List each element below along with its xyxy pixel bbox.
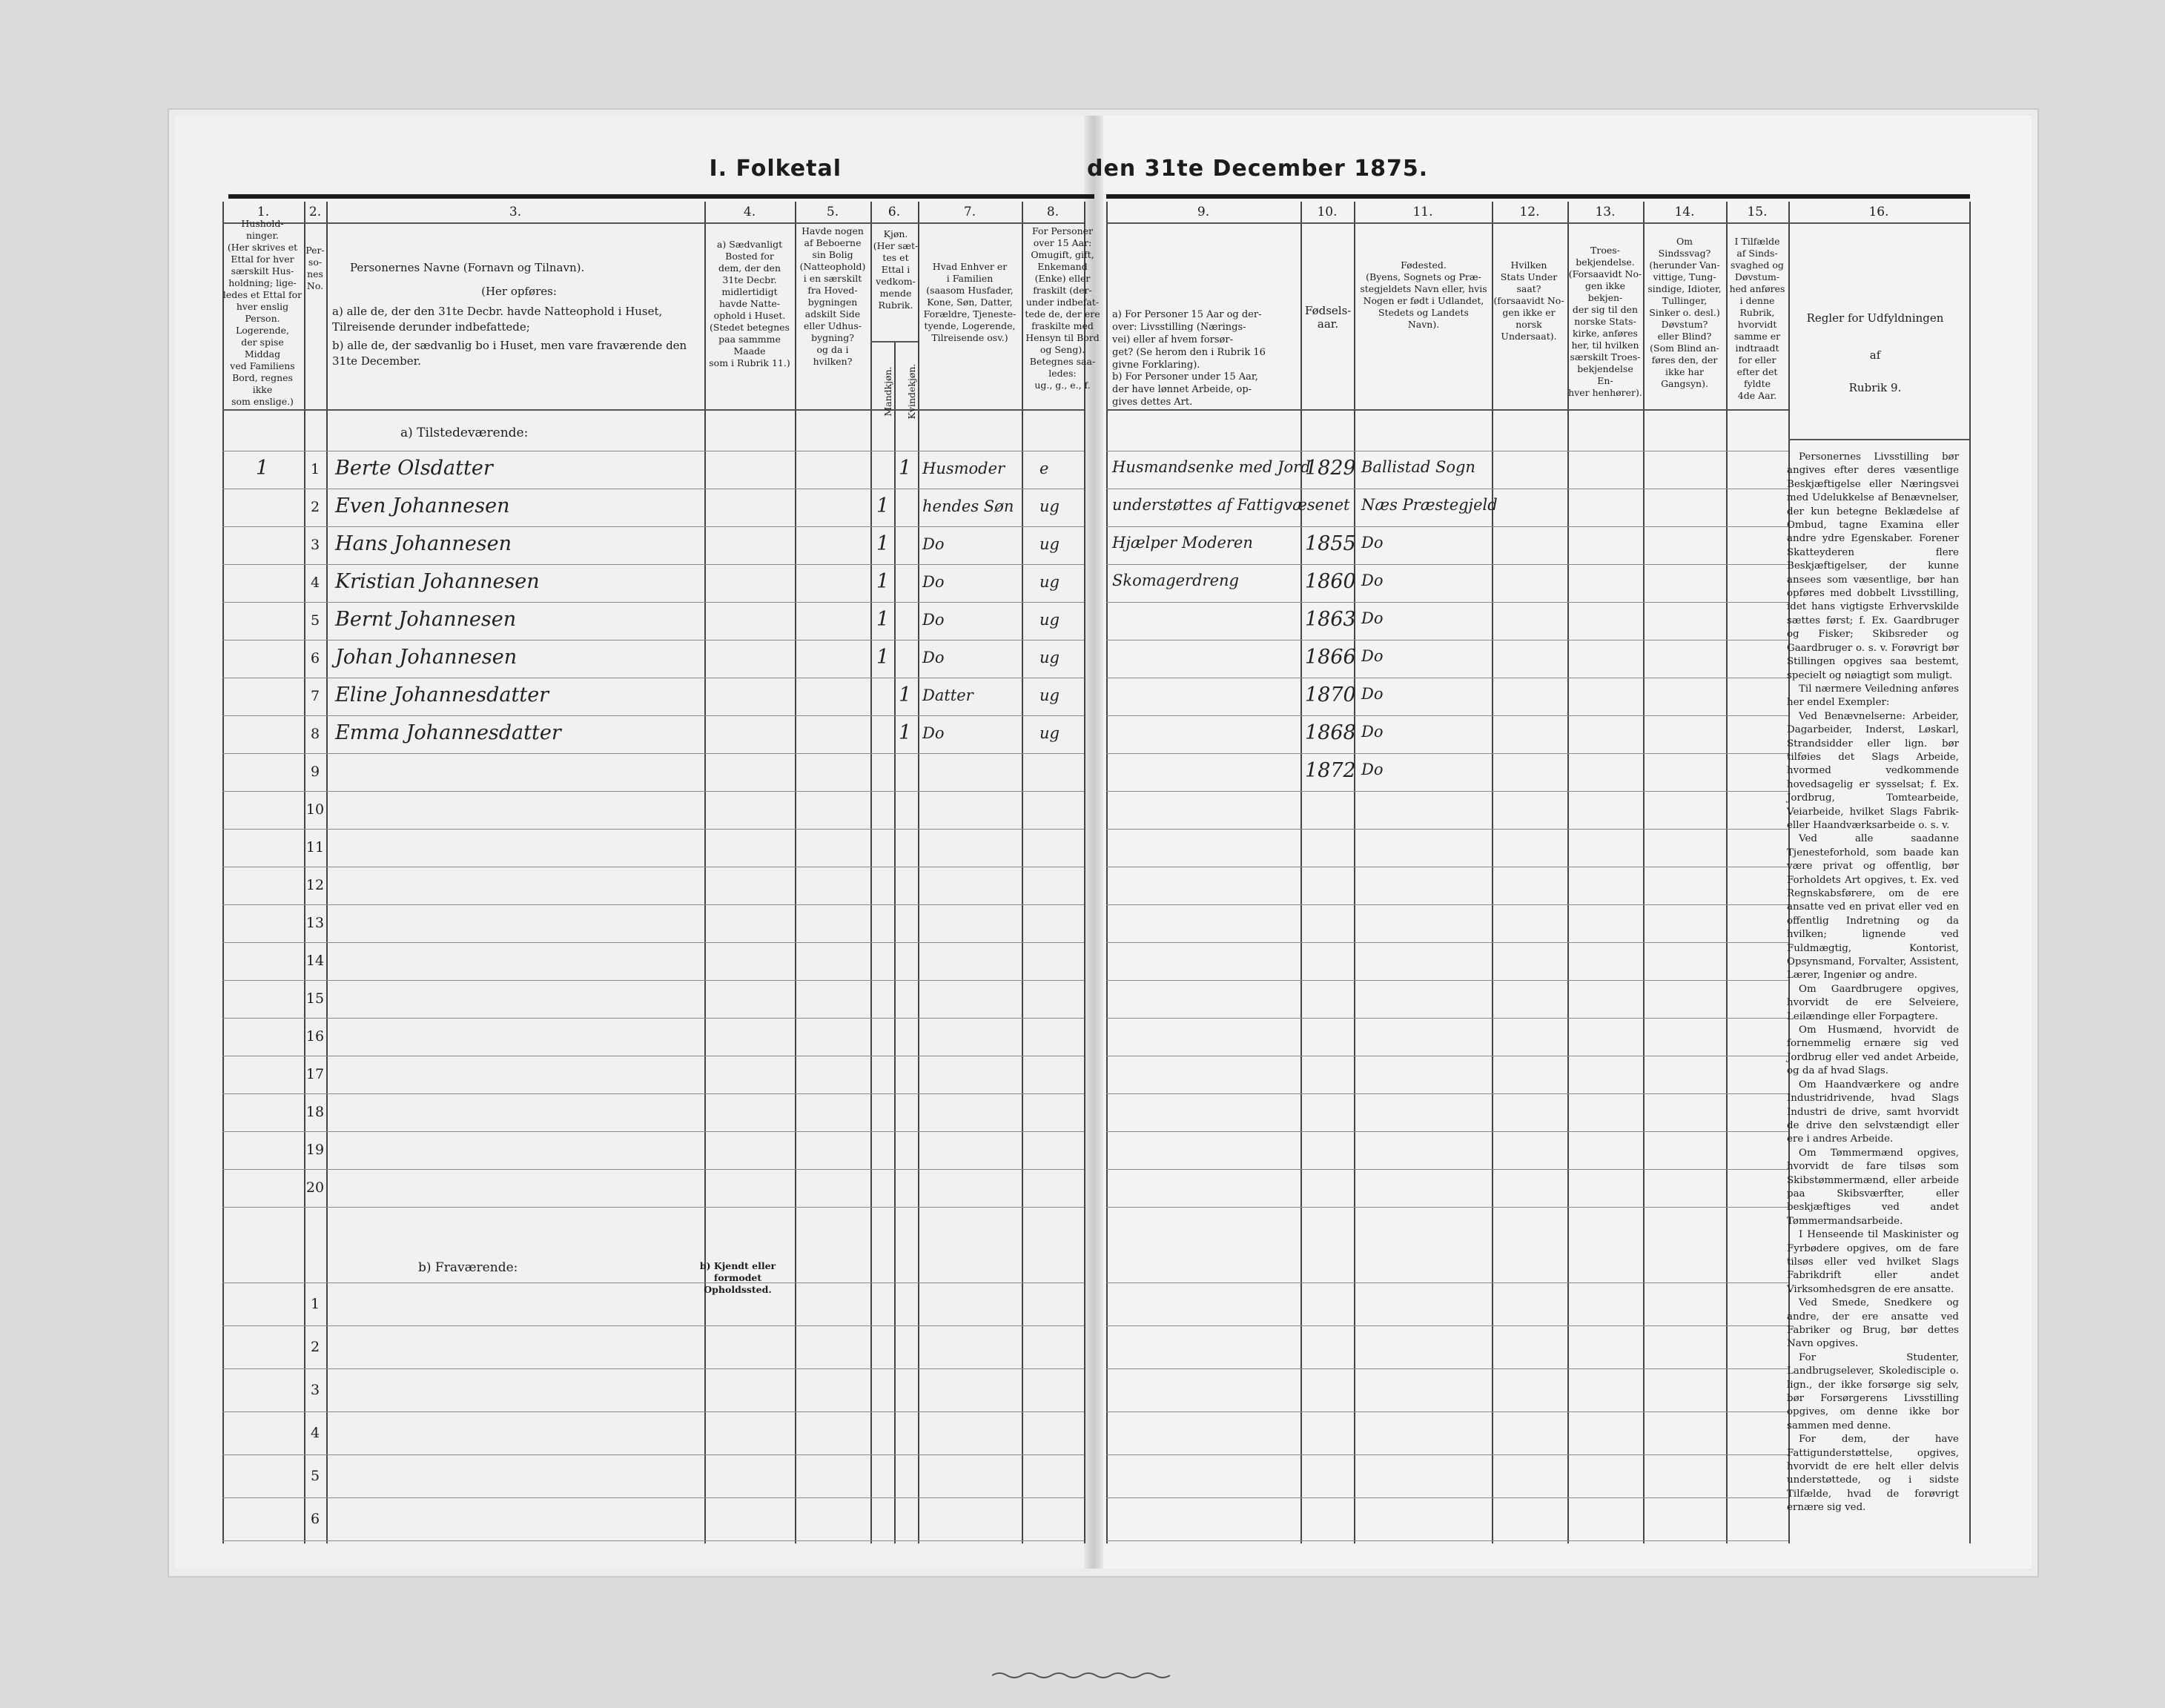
column-number: 4. xyxy=(743,205,756,219)
birth-year: 1829 xyxy=(1305,457,1356,480)
row-number: 5 xyxy=(310,612,320,629)
column-number: 15. xyxy=(1747,205,1768,219)
absent-row-number: 5 xyxy=(310,1468,320,1484)
person-name: Hans Johannesen xyxy=(335,532,512,555)
col16-c: Rubrik 9. xyxy=(1848,381,1902,394)
row-number: 14 xyxy=(305,953,325,969)
column-number: 8. xyxy=(1046,205,1060,219)
absent-row-rule xyxy=(222,1497,1084,1498)
instruction-paragraph: For dem, der have Fattigunderstøttelse, opgives, hvorvidt de ere helt eller delvis understøttede, og i sidste Tilfælde, hvad de forøvrigt ernære sig ved. xyxy=(1787,1434,1959,1514)
absent-row-rule xyxy=(222,1325,1084,1326)
present-label: a) Tilstedeværende: xyxy=(400,426,529,440)
absent-row-rule xyxy=(1106,1540,1788,1541)
birthplace: Do xyxy=(1361,609,1384,627)
marital-status: ug xyxy=(1039,535,1060,553)
row-rule xyxy=(1106,753,1788,754)
kjon-split-rule xyxy=(870,341,918,342)
occupation-line2: understøttes af Fattigvæsenet xyxy=(1112,496,1350,514)
row-number: 7 xyxy=(310,688,320,704)
column-number: 16. xyxy=(1868,205,1889,219)
instruction-paragraph: Til nærmere Veiledning anføres her endel Exempler: xyxy=(1787,683,1959,709)
right-top-rule xyxy=(1106,194,1970,199)
column-rule xyxy=(1567,202,1569,1543)
family-role: Do xyxy=(922,724,945,742)
colnum-rule xyxy=(1106,222,1969,224)
instruction-paragraph: Ved Smede, Snedkere og andre, der ere ansatte ved Fabriker og Brug, bør dettes Navn opgives. xyxy=(1787,1297,1959,1350)
sex-female-mark: 1 xyxy=(899,683,912,706)
row-rule xyxy=(1106,829,1788,830)
column-rule xyxy=(918,202,919,1543)
row-rule xyxy=(1106,1093,1788,1094)
col13-header: Troes- bekjendelse. (Forsaavidt No- gen ikke bekjen- der sig til den norske Stats- kirke, anføres her, til hvilken særskilt Troes- bekjendelse En- hver henhører). xyxy=(1568,245,1642,398)
column-number: 9. xyxy=(1197,205,1210,219)
instruction-paragraph: For Studenter, Landbrugselever, Skoledisciple o. lign., der ikke forsørge sig selv, bør Forsørgerens Livsstilling opgives, om denne ikke bor sammen med denne. xyxy=(1787,1351,1959,1431)
col10-header: Fødsels- aar. xyxy=(1305,304,1352,331)
birth-year: 1863 xyxy=(1305,608,1356,631)
person-name: Berte Olsdatter xyxy=(335,457,493,480)
marital-status: ug xyxy=(1039,686,1060,704)
row-number: 9 xyxy=(310,764,320,780)
family-role: Do xyxy=(922,649,945,666)
marital-status: ug xyxy=(1039,649,1060,666)
column-number: 14. xyxy=(1674,205,1695,219)
row-rule xyxy=(222,602,1084,603)
column-rule xyxy=(1022,202,1023,1543)
family-role: Do xyxy=(922,573,945,591)
column-rule xyxy=(870,202,872,1543)
absent-row-number: 6 xyxy=(310,1511,320,1527)
absent-row-rule xyxy=(1106,1368,1788,1369)
row-number: 15 xyxy=(305,990,325,1007)
row-number: 6 xyxy=(310,650,320,666)
birth-year: 1860 xyxy=(1305,570,1356,593)
row-rule xyxy=(222,980,1084,981)
absent-row-rule xyxy=(1106,1282,1788,1283)
header-bottom-rule xyxy=(1106,409,1788,411)
row-rule xyxy=(222,1093,1084,1094)
absent-row-rule xyxy=(222,1540,1084,1541)
birthplace: Ballistad Sogn xyxy=(1361,458,1475,476)
marital-status: ug xyxy=(1039,724,1060,742)
person-name: Johan Johannesen xyxy=(335,646,518,669)
col5-header: Havde nogen af Beboerne sin Bolig (Natteophold) i en særskilt fra Hoved- bygningen adskilt Side eller Udhus- bygning? og da i hvilken? xyxy=(799,225,866,367)
col3-a: a) alle de, der den 31te Decbr. havde Natteophold i Huset, Tilreisende derunder indbefattede; xyxy=(332,305,663,334)
instruction-paragraph: Ved alle saadanne Tjenesteforhold, som baade kan være privat og offentlig, bør Forholdets Art opgives, t. Ex. ved Regnskabsførere, om de ere ansatte ved en privat eller ved en offentlig Indretning og da hvilken; lignende ved Fuldmægtig, Kontorist, Opsynsmand, Forvalter, Assistent, Lærer, Ingeniør og andre. xyxy=(1787,833,1959,982)
row-rule xyxy=(222,942,1084,943)
row-rule xyxy=(1106,791,1788,792)
row-rule xyxy=(1106,904,1788,905)
absent-row-rule xyxy=(1106,1411,1788,1412)
colnum-rule xyxy=(222,222,1084,224)
footer-scribble xyxy=(992,1671,1177,1678)
family-role: Husmoder xyxy=(922,460,1005,477)
marital-status: ug xyxy=(1039,497,1060,515)
col16-a: Regler for Udfyldningen xyxy=(1806,311,1944,325)
absent-label: b) Fraværende: xyxy=(418,1260,518,1275)
birth-year: 1855 xyxy=(1305,532,1356,555)
row-rule xyxy=(222,1131,1084,1132)
instruction-paragraph: Personernes Livsstilling bør angives efter deres væsentlige Beskjæftigelse eller Næringsvei med Udelukkelse af Benævnelser, der kun betegne Beklædelse af Ombud, tagne Examina eller andre ydre Egenskaber. Forener Skatteyderen flere Beskjæftigelser, der kunne ansees som væsentlige, bør han opføres med dobbelt Livsstilling, idet hans vigtigste Erhvervskilde sættes først; f. Ex. Gaardbruger og Fisker; Skibsreder og Gaardbruger o. s. v. Forøvrigt bør Stillingen opgives saa bestemt, specielt og nøiagtigt som muligt. xyxy=(1787,451,1959,681)
column-number: 6. xyxy=(888,205,901,219)
column-number: 7. xyxy=(963,205,976,219)
household-mark: 1 xyxy=(256,457,269,480)
birthplace: Do xyxy=(1361,572,1384,589)
birthplace: Do xyxy=(1361,723,1384,741)
row-rule xyxy=(222,791,1084,792)
column-number: 1. xyxy=(257,205,270,219)
birthplace: Do xyxy=(1361,685,1384,703)
col14-header: Om Sindssvag? (herunder Van- vittige, Tung- sindige, Idioter, Tullinger, Sinker o. desl.) Døvstum? eller Blind? (Som Blind an- føres den, der ikke har Gangsyn). xyxy=(1647,236,1722,389)
col16-b: af xyxy=(1869,348,1881,362)
header-bottom-rule xyxy=(1788,439,1969,440)
col1-header: Hushold- ninger. (Her skrives et Ettal for hver særskilt Hus- holdning; lige- ledes et Ettal for hver enslig Person. Logerende, der spise Middag ved Familiens Bord, regnes ikke som enslige.) xyxy=(222,218,303,407)
instruction-paragraph: I Henseende til Maskinister og Fyrbødere opgives, om de fare tilsøs eller ved hvilket Slags Fabrikdrift eller andet Virksomhedsgren de ere ansatte. xyxy=(1787,1229,1959,1295)
absent-row-rule xyxy=(222,1411,1084,1412)
sex-female-mark: 1 xyxy=(899,457,912,480)
col3-b: b) alle de, der sædvanlig bo i Huset, men vare fraværende den 31te December. xyxy=(332,339,687,368)
absent-col4-header: b) Kjendt eller formodet Opholdssted. xyxy=(699,1260,776,1295)
col6-header: Kjøn. (Her sæt- tes et Ettal i vedkom- mende Rubrik. xyxy=(873,228,919,311)
marital-status: ug xyxy=(1039,573,1060,591)
col6-male-header: Mandkjøn. xyxy=(882,366,893,417)
left-top-rule xyxy=(228,194,1094,199)
col9-b: b) For Personer under 15 Aar, der have lønnet Arbeide, op- gives dettes Art. xyxy=(1112,371,1258,408)
row-number: 18 xyxy=(305,1104,325,1120)
family-role: Do xyxy=(922,535,945,553)
sex-female-mark: 1 xyxy=(899,721,912,744)
column-rule xyxy=(1726,202,1728,1543)
absent-row-rule xyxy=(222,1282,1084,1283)
title-right: den 31te December 1875. xyxy=(1087,156,1429,182)
col7-header: Hvad Enhver er i Familien (saasom Husfader, Kone, Søn, Datter, Forældre, Tjeneste- tyende, Logerende, Tilreisende osv.) xyxy=(923,261,1017,343)
row-rule xyxy=(222,564,1084,565)
person-name: Emma Johannesdatter xyxy=(335,721,561,744)
row-rule xyxy=(1106,564,1788,565)
sex-male-mark: 1 xyxy=(876,608,890,631)
column-rule xyxy=(326,202,328,1543)
row-rule xyxy=(222,715,1084,716)
row-rule xyxy=(1106,602,1788,603)
person-name: Even Johannesen xyxy=(335,494,510,517)
birthplace: Do xyxy=(1361,647,1384,665)
instruction-paragraph: Om Husmænd, hvorvidt de fornemmelig ernære sig ved Jordbrug eller ved andet Arbeide, og da af hvad Slags. xyxy=(1787,1025,1959,1077)
absent-row-rule xyxy=(1106,1325,1788,1326)
instruction-paragraph: Om Tømmermænd opgives, hvorvidt de fare tilsøs som Skibstømmermænd, eller arbeide paa Skibsværfter, eller beskjæftiges ved andet Tømmermandsarbeide. xyxy=(1787,1147,1959,1227)
marital-status: ug xyxy=(1039,611,1060,629)
row-rule xyxy=(1106,1018,1788,1019)
row-number: 2 xyxy=(310,499,320,515)
col4-header: a) Sædvanligt Bosted for dem, der den 31te Decbr. midlertidigt havde Natte- ophold i Huset. (Stedet betegnes paa sammme Maade som i Rubrik 11.) xyxy=(709,239,790,368)
absent-row-rule xyxy=(1106,1497,1788,1498)
col9-a: a) For Personer 15 Aar og der- over: Livsstilling (Nærings- vei) eller af hvem forsør- get? (Se herom den i Rubrik 16 givne Forklaring). xyxy=(1112,309,1266,371)
row-rule xyxy=(1106,980,1788,981)
occupation: Husmandsenke med Jord xyxy=(1112,458,1311,476)
row-rule xyxy=(1106,942,1788,943)
col3-title: Personernes Navne (Fornavn og Tilnavn). xyxy=(350,261,585,274)
row-number: 20 xyxy=(305,1179,325,1196)
column-rule xyxy=(1492,202,1493,1543)
row-rule xyxy=(222,904,1084,905)
row-rule xyxy=(1106,526,1788,527)
row-rule xyxy=(222,829,1084,830)
sex-male-mark: 1 xyxy=(876,532,890,555)
col12-header: Hvilken Stats Under saat? (forsaavidt No- gen ikke er norsk Undersaat). xyxy=(1493,259,1564,342)
col8-header: For Personer over 15 Aar: Omugift, gift, Enkemand (Enke) eller fraskilt (der- under indbefat- tede de, der ere fraskilte med Hensyn til Bord og Seng). Betegnes saa- ledes: ug., g., e., f. xyxy=(1025,225,1100,391)
birth-year: 1870 xyxy=(1305,683,1356,706)
marital-status: e xyxy=(1039,460,1049,477)
instruction-paragraph: Om Gaardbrugere opgives, hvorvidt de ere Selveiere, Leilændinge eller Forpagtere. xyxy=(1787,983,1959,1022)
col11-header: Fødested. (Byens, Sognets og Præ- stegjeldets Navn eller, hvis Nogen er født i Udlandet, Stedets og Landets Navn). xyxy=(1360,259,1487,330)
row-number: 3 xyxy=(310,537,320,553)
row-number: 1 xyxy=(310,461,320,477)
column-number: 5. xyxy=(826,205,839,219)
row-rule xyxy=(1106,1131,1788,1132)
instructions-notes xyxy=(1787,451,1959,1515)
row-number: 8 xyxy=(310,726,320,742)
row-number: 11 xyxy=(305,839,325,855)
absent-row-rule xyxy=(1106,1454,1788,1455)
birth-year: 1872 xyxy=(1305,759,1356,782)
row-number: 4 xyxy=(310,575,320,591)
column-number: 2. xyxy=(308,205,322,219)
row-rule xyxy=(222,1169,1084,1170)
birth-year: 1866 xyxy=(1305,646,1356,669)
sex-male-mark: 1 xyxy=(876,646,890,669)
column-rule xyxy=(704,202,706,1543)
col3-sub: (Her opføres: xyxy=(481,285,557,298)
family-role: Do xyxy=(922,611,945,629)
row-number: 10 xyxy=(305,801,325,818)
row-number: 19 xyxy=(305,1142,325,1158)
person-name: Bernt Johannesen xyxy=(335,608,517,631)
absent-row-rule xyxy=(222,1454,1084,1455)
col6-female-header: Kvindekjøn. xyxy=(906,363,917,420)
person-name: Eline Johannesdatter xyxy=(335,683,549,706)
sex-male-mark: 1 xyxy=(876,570,890,593)
column-rule xyxy=(1969,202,1971,1543)
row-number: 16 xyxy=(305,1028,325,1045)
row-rule xyxy=(222,526,1084,527)
col2-header: Per- so- nes No. xyxy=(305,245,325,291)
column-rule xyxy=(1643,202,1645,1543)
row-number: 17 xyxy=(305,1066,325,1082)
occupation: Skomagerdreng xyxy=(1112,572,1239,589)
row-rule xyxy=(1106,715,1788,716)
column-number: 12. xyxy=(1519,205,1540,219)
title-left: I. Folketal xyxy=(709,156,842,182)
absent-row-number: 2 xyxy=(310,1339,320,1355)
instruction-paragraph: Ved Benævnelserne: Arbeider, Dagarbeider, Inderst, Løskarl, Strandsidder eller lign. bør tilføies det Slags Arbeide, hvormed vedkommende hovedsagelig er sysselsat; f. Ex. Jordbrug, Tomtearbeide, Veiarbeide, hvilket Slags Fabrik- eller Haandværksarbeide o. s. v. xyxy=(1787,710,1959,831)
absent-row-rule xyxy=(222,1368,1084,1369)
header-bottom-rule xyxy=(222,409,1084,411)
birthplace: Do xyxy=(1361,761,1384,778)
column-rule xyxy=(1354,202,1355,1543)
column-number: 13. xyxy=(1595,205,1616,219)
row-rule xyxy=(1106,1169,1788,1170)
person-name: Kristian Johannesen xyxy=(335,570,540,593)
family-role: Datter xyxy=(922,686,974,704)
occupation: Hjælper Moderen xyxy=(1112,534,1253,552)
row-number: 12 xyxy=(305,877,325,893)
column-rule xyxy=(1084,202,1085,1543)
family-role: hendes Søn xyxy=(922,497,1014,515)
column-number: 3. xyxy=(509,205,522,219)
row-rule xyxy=(222,753,1084,754)
absent-row-number: 1 xyxy=(310,1296,320,1312)
col15-header: I Tilfælde af Sinds- svaghed og Døvstum- hed anføres i denne Rubrik, hvorvidt samme er indtraadt for eller efter det fyldte 4de Aar. xyxy=(1729,236,1785,401)
absent-row-number: 3 xyxy=(310,1382,320,1398)
birthplace-line2: Næs Præstegjeld xyxy=(1361,496,1498,514)
row-rule xyxy=(1106,1207,1788,1208)
column-rule xyxy=(1106,202,1108,1543)
column-rule xyxy=(1300,202,1302,1543)
instruction-paragraph: Om Haandværkere og andre Industridrivende, hvad Slags Industri de drive, samt hvorvidt de drive den selvstændigt eller ere i andres Arbeide. xyxy=(1787,1079,1959,1145)
birth-year: 1868 xyxy=(1305,721,1356,744)
column-rule xyxy=(795,202,796,1543)
absent-row-number: 4 xyxy=(310,1425,320,1441)
birthplace: Do xyxy=(1361,534,1384,552)
column-number: 10. xyxy=(1317,205,1338,219)
row-number: 13 xyxy=(305,915,325,931)
column-number: 11. xyxy=(1412,205,1433,219)
row-rule xyxy=(222,1018,1084,1019)
row-rule xyxy=(222,1207,1084,1208)
sex-male-mark: 1 xyxy=(876,494,890,517)
